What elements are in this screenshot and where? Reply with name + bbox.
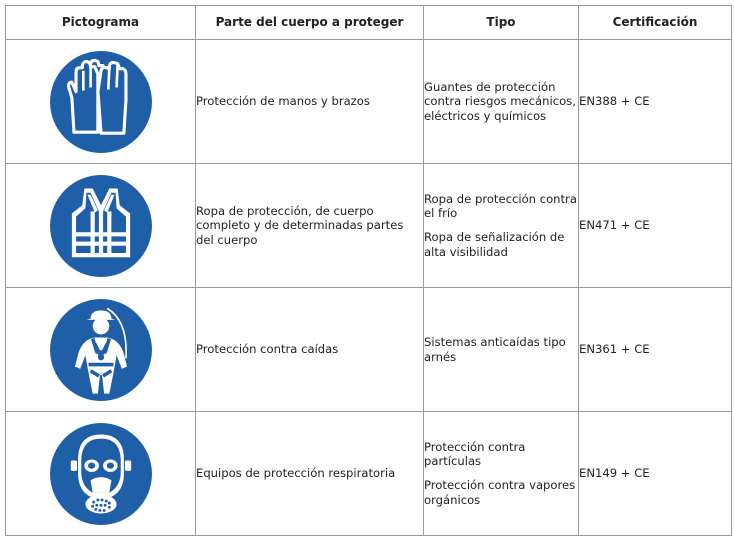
body-part-cell: Protección contra caídas bbox=[196, 288, 424, 412]
ppe-table bbox=[5, 5, 732, 536]
type-line: Sistemas anticaídas tipo arnés bbox=[424, 334, 566, 364]
type-cell bbox=[424, 40, 579, 164]
header-type: Tipo bbox=[424, 6, 579, 40]
table-row bbox=[6, 40, 732, 164]
header-certification: Certificación bbox=[579, 6, 732, 40]
pictogram-cell bbox=[6, 288, 196, 412]
certification-cell: EN471 + CE bbox=[579, 164, 732, 288]
type-line: Guantes de protección contra riesgos mecánicos, eléctricos y químicos bbox=[424, 79, 576, 123]
gloves-icon bbox=[49, 50, 153, 154]
certification-cell: EN388 + CE bbox=[579, 40, 732, 164]
pictogram-cell bbox=[6, 40, 196, 164]
type-line: Protección contra partículas bbox=[424, 439, 526, 469]
type-line: Ropa de señalización de alta visibilidad bbox=[424, 230, 565, 259]
pictogram-cell bbox=[6, 164, 196, 288]
body-part-cell: Protección de manos y brazos bbox=[196, 40, 424, 164]
table-row bbox=[6, 412, 732, 536]
header-pictogram: Pictograma bbox=[6, 6, 196, 40]
type-cell bbox=[424, 288, 579, 412]
certification-cell: EN149 + CE bbox=[579, 412, 732, 536]
header-row bbox=[6, 6, 732, 40]
pictogram-cell bbox=[6, 412, 196, 536]
gas-mask-icon bbox=[49, 422, 153, 526]
safety-harness-icon bbox=[49, 298, 153, 402]
type-cell bbox=[424, 164, 579, 288]
header-body-part: Parte del cuerpo a proteger bbox=[196, 6, 424, 40]
type-line: Protección contra vapores orgánicos bbox=[424, 478, 576, 507]
table-row bbox=[6, 288, 732, 412]
body-part-cell: Equipos de protección respiratoria bbox=[196, 412, 424, 536]
table-row bbox=[6, 164, 732, 288]
safety-vest-icon bbox=[49, 174, 153, 278]
certification-cell: EN361 + CE bbox=[579, 288, 732, 412]
type-cell bbox=[424, 412, 579, 536]
body-part-cell: Ropa de protección, de cuerpo completo y de determinadas partes del cuerpo bbox=[196, 164, 424, 288]
type-line: Ropa de protección contra el frío bbox=[424, 191, 577, 221]
